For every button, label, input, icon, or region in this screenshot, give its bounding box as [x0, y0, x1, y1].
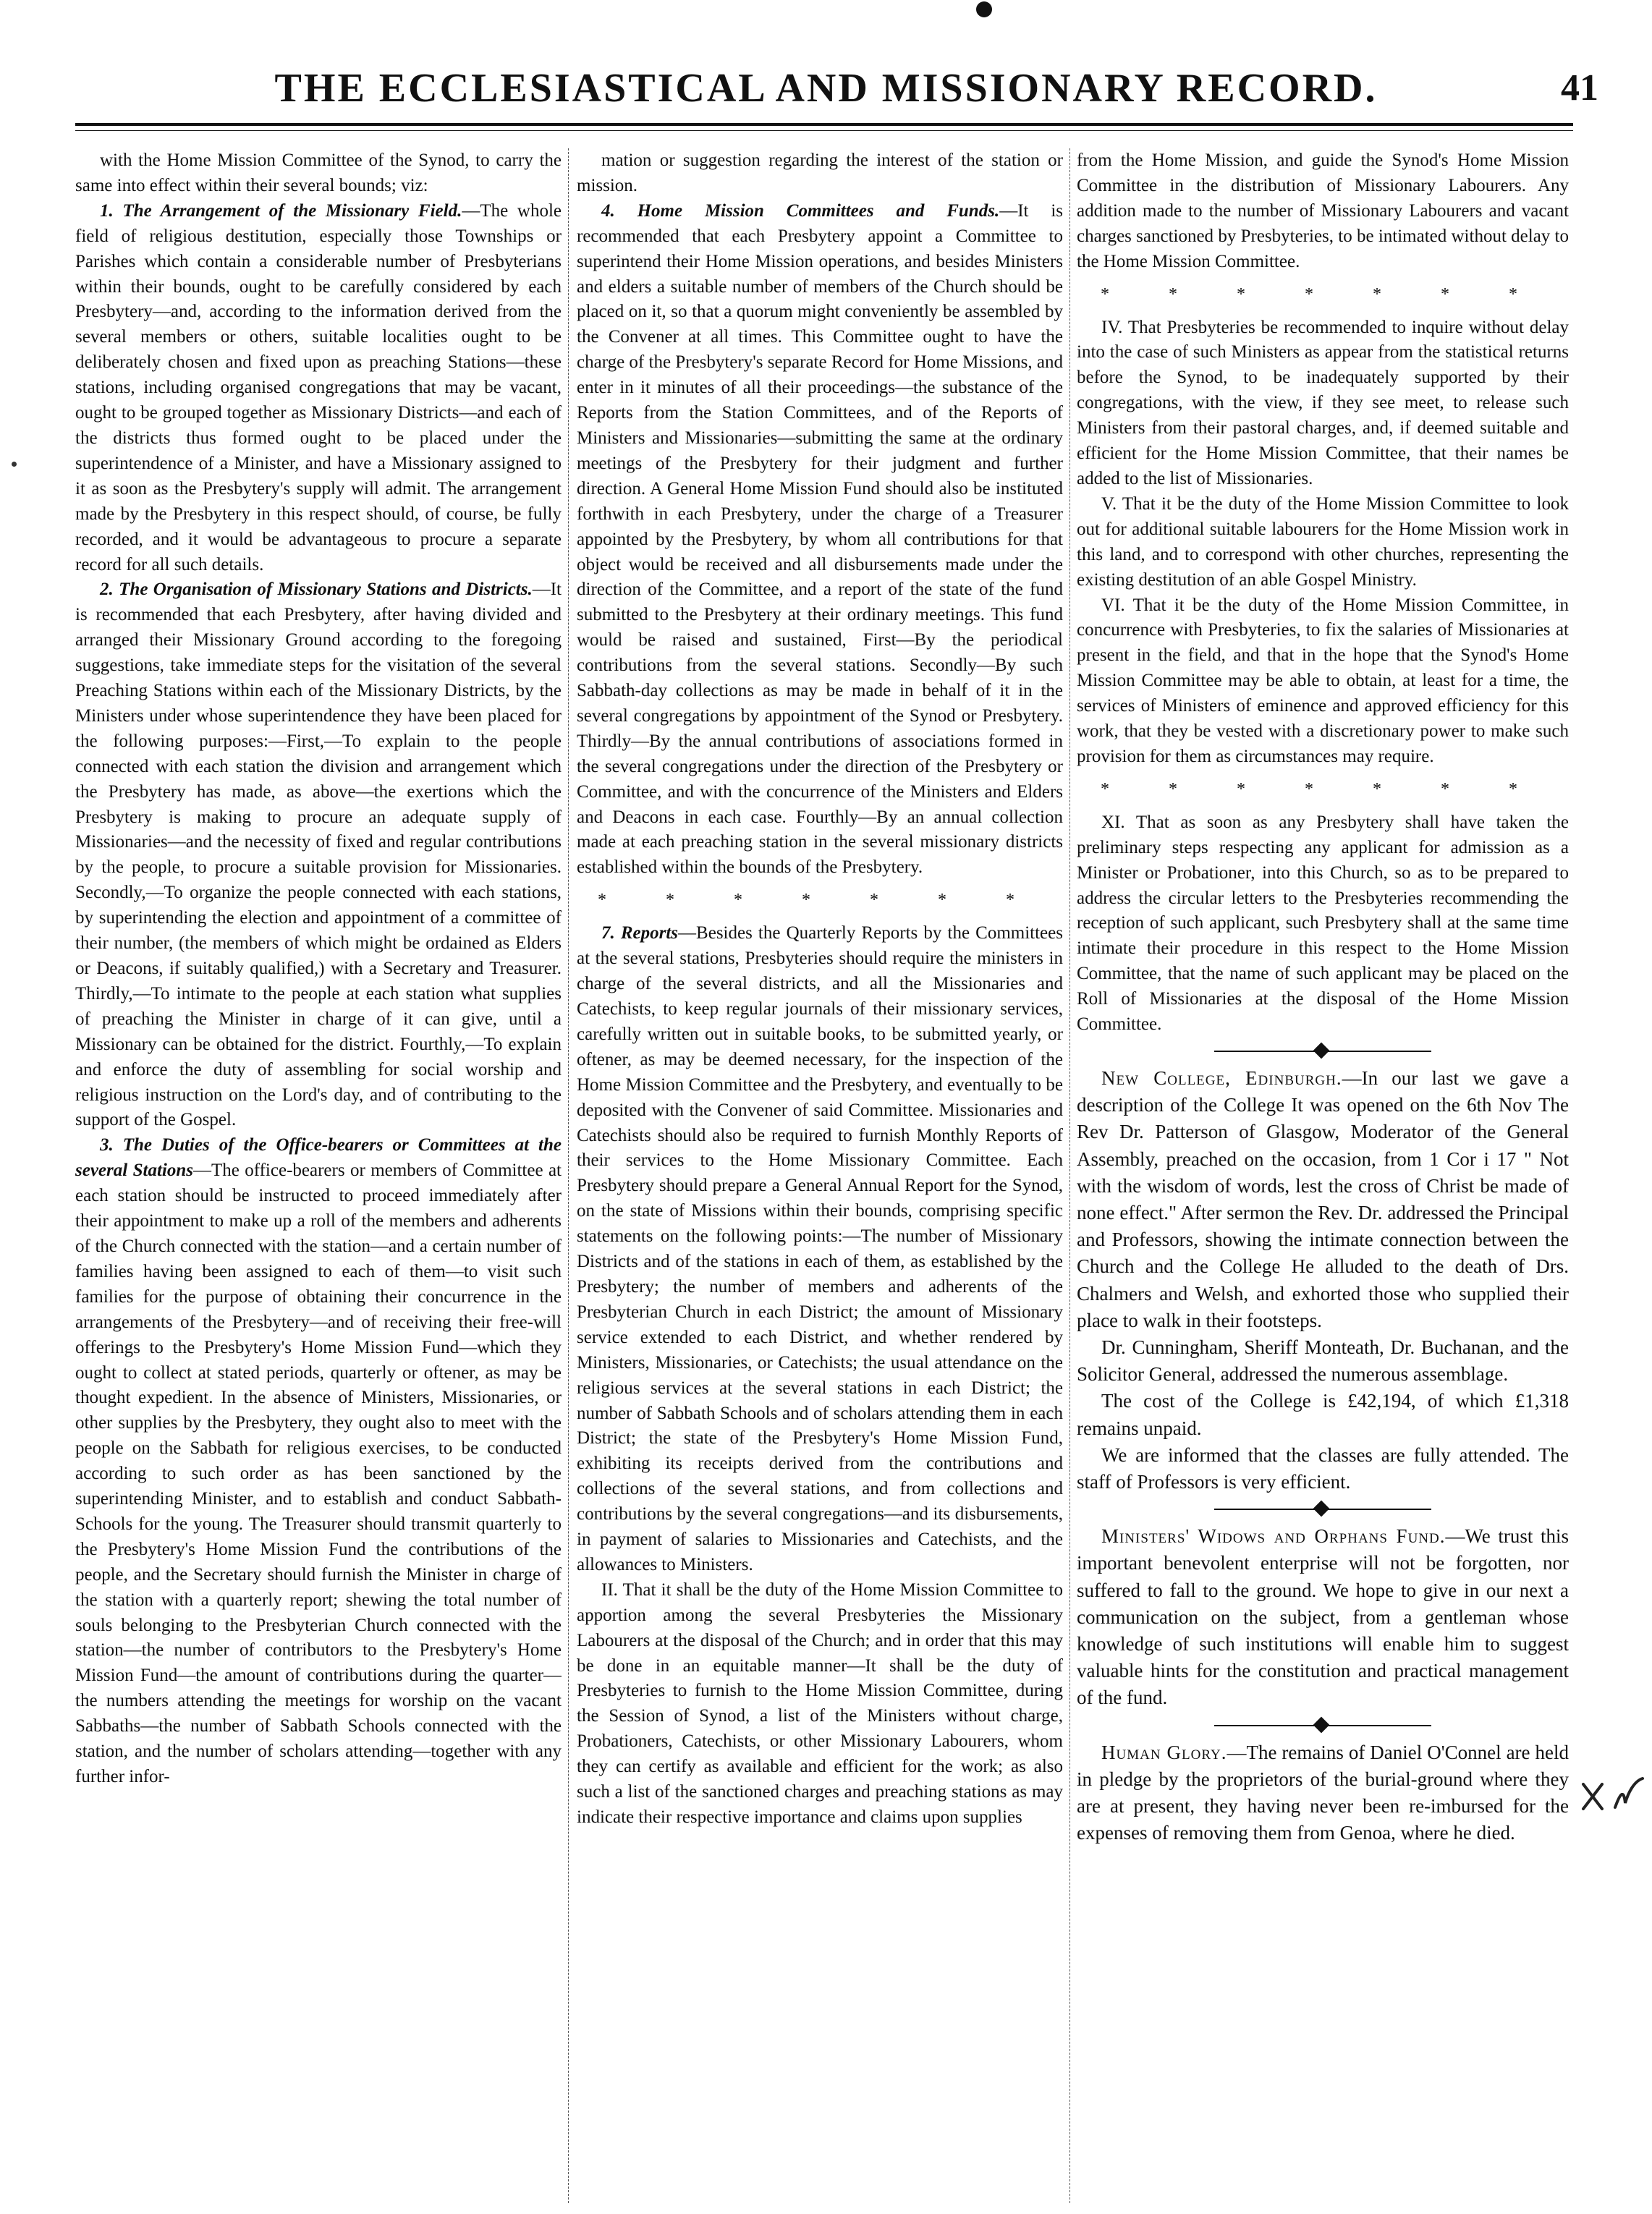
- article-paragraph: [577, 148, 1063, 199]
- article-paragraph: [1077, 810, 1569, 1038]
- paragraph-text: with the Home Mission Committee of the Synod, to carry the same into effect within their several bounds; viz:: [75, 150, 562, 195]
- paragraph-text: XI. That as soon as any Presbytery shall have taken the preliminary steps respecting any applicant for admission as a Minister or Probationer, into this Church, so as to be prepared to address the circular letters to the Presbyteries recommending the reception of such applicant, such Presbytery shall at the same time intimate their procedure in this respect to the Home Mission Committee, that the name of such applicant may be placed on the Roll of Missionaries at the disposal of the Home Mission Committee.: [1077, 812, 1569, 1035]
- paragraph-text: VI. That it be the duty of the Home Mission Committee, in concurrence with Presbyteries, to fix the salaries of Missionaries at present in the field, and that in the hope that the Synod's Home Mission Committee may be able to obtain, at least for a time, the services of Ministers of eminence and approved efficiency for this work, that they be vested with a discretionary power to make such provision for them as circumstances may require.: [1077, 595, 1569, 766]
- article-paragraph: [577, 199, 1063, 881]
- ornament-separator: [1214, 1715, 1431, 1736]
- paragraph-text: —The whole field of religious destitution, especially those Townships or Parishes which contain a considerable number of Presbyterians within their bounds, ought to be carefully considered by each Presbytery—and, according to the information derived from the several members or others, suitable localities ought to be deliberately chosen and fixed upon as preaching Stations—these stations, including organised congregations that may be vacant, ought to be grouped together as Missionary Districts—and each of the districts thus formed ought to be placed under the superintendence of a Minister, and have a Missionary assigned to it as soon as the Presbytery's supply will admit. The arrangement made by the Presbytery in this respect should, of course, be fully recorded, and it would be advantageous to procure a separate record for all such details.: [75, 200, 562, 574]
- paragraph-text: —We trust this important benevolent enterprise will not be forgotten, nor suffered to fall to the ground. We hope to give in our next a communication on the subject, from a gentleman whose knowledge of such institutions will enable him to suggest valuable hints for the constitution and practical management of the fund.: [1077, 1525, 1569, 1709]
- section-heading: 1. The Arrangement of the Missionary Field.: [100, 200, 462, 221]
- masthead: [0, 59, 1652, 117]
- article-paragraph: [1077, 1523, 1569, 1711]
- column-divider: [1069, 148, 1070, 2203]
- section-break-asterisks: * * * * * * *: [1101, 284, 1545, 304]
- article-paragraph: [1077, 1388, 1569, 1441]
- paragraph-text: from the Home Mission, and guide the Synod's Home Mission Committee in the distribution of Missionary Labourers. Any addition made to the number of Missionary Labourers and vacant charges sanctioned by Presbyteries, to be intimated without delay to the Home Mission Committee.: [1077, 150, 1569, 271]
- article-paragraph: [75, 1133, 562, 1790]
- margin-speck: [12, 462, 17, 467]
- section-heading: 2. The Organisation of Missionary Stations and Districts.: [100, 580, 533, 600]
- news-item-heading: Ministers' Widows and Orphans Fund.: [1101, 1525, 1446, 1548]
- paragraph-text: The cost of the College is £42,194, of which £1,318 remains unpaid.: [1077, 1390, 1569, 1439]
- article-paragraph: [1077, 315, 1569, 492]
- article-paragraph: [577, 921, 1063, 1578]
- news-item-heading: Human Glory.: [1101, 1741, 1227, 1763]
- column-divider: [568, 148, 569, 2203]
- news-item-heading: New College, Edinburgh.: [1101, 1067, 1342, 1089]
- paragraph-text: II. That it shall be the duty of the Home Mission Committee to apportion among the several Presbyteries the Missionary Labourers at the disposal of the Church; and in order that this may be done in an equitable manner—It shall be the duty of Presbyteries to furnish to the Home Mission Committee, during the Session of Synod, a list of the Ministers without charge, Probationers, Catechists, or other Missionary Labourers, whom they can certify as available and efficient for the work; as also such a list of the sanctioned charges and preaching stations as may indicate their respective importance and claims upon supplies: [577, 1579, 1063, 1827]
- printer-dot-mark: [976, 1, 992, 17]
- paragraph-text: Dr. Cunningham, Sheriff Monteath, Dr. Buchanan, and the Solicitor General, addressed the numerous assemblage.: [1077, 1336, 1569, 1386]
- header-rule: [75, 123, 1573, 126]
- handwritten-margin-mark: [1577, 1771, 1650, 1822]
- page-number: 41: [1561, 67, 1598, 109]
- section-heading: 4. Home Mission Committees and Funds.: [601, 200, 1000, 221]
- section-heading: 3. The Duties of the Office-bearers or Committees at the several Stations: [75, 1135, 562, 1181]
- ornament-separator: [1214, 1040, 1431, 1062]
- paragraph-text: —It is recommended that each Presbytery, after having divided and arranged their Missionary Ground according to the foregoing suggestions, take immediate steps for the visitation of the several Preaching Stations within each of the Missionary Districts, by the Ministers under whose superintendence they have been placed for the following purposes:—First,—To explain to the people connected with each station the division and arrangement which the Presbytery has made, as above—the exertions which the Presbytery is making to procure an adequate supply of Missionaries—and the necessity of fixed and regular contributions by the people, to procure a suitable provision for Missionaries. Secondly,—To organize the people connected with each stations, by superintending the election and appointment of a committee of their number, (the members of which might be ordained as Elders or Deacons, if suitably qualified,) with a Secretary and Treasurer. Thirdly,—To intimate to the people at each station what supplies of preaching the Minister in charge of it can give, until a Missionary can be obtained for the district. Fourthly,—To explain and enforce the duty of assembling for social worship and religious instruction on the Lord's day, and of contributing to the support of the Gospel.: [75, 580, 562, 1130]
- article-paragraph: [1077, 1739, 1569, 1847]
- header-rule-thin: [75, 130, 1573, 131]
- paragraph-text: —Besides the Quarterly Reports by the Committees at the several stations, Presbyteries should require the ministers in charge of the several districts, and all the Missionaries and Catechists, to keep regular journals of their missionary services, carefully written out in suitable books, to be submitted yearly, or oftener, as may be deemed necessary, for the inspection of the Home Mission Committee and the Presbytery, and eventually to be deposited with the Convener of said Committee. Missionaries and Catechists should also be required to furnish Monthly Reports of their services to the Home Missionary Committee. Each Presbytery should prepare a General Annual Report for the Synod, on the state of Missions within their bounds, comprising specific statements on the following points:—The number of Missionary Districts and of the stations in each of them, as established by the Presbytery; the number of members and adherents of the Presbyterian Church in each District; the amount of Missionary service extended to each District, and whether rendered by Ministers, Missionaries, or Catechists; the usual attendance on the religious services at the several stations in each District; the number of Sabbath Schools and of scholars attending them in each District; the state of the Presbytery's Home Mission Fund, exhibiting its receipts derived from the contributions and collections of the several stations, and from collections and contributions by the several congregations—and its disbursements, in payment of salaries to Missionaries and Catechists, and the allowances to Ministers.: [577, 923, 1063, 1574]
- paragraph-text: —In our last we gave a description of the College It was opened on the 6th Nov The Rev Dr. Patterson of Glasgow, Moderator of the General Assembly, preached on the occasion, from 1 Cor i 17 " Not with the wisdom of words, lest the cross of Christ be made of none effect." After sermon the Rev. Dr. addressed the Principal and Professors, showing the intimate connection between the Church and the College He alluded to the death of Drs. Chalmers and Welsh, and exhorted those who supplied their place to walk in their footsteps.: [1077, 1067, 1569, 1331]
- section-heading: 7. Reports: [601, 923, 679, 943]
- paragraph-text: —It is recommended that each Presbytery appoint a Committee to superintend their Home Mission operations, and besides Ministers and elders a suitable number of members of the Church should be placed on it, so that a quorum might conveniently be assembled by the Convener at all times. This Committee ought to have the charge of the Presbytery's separate Record for Home Missions, and enter in it minutes of all their proceedings—the substance of the Reports from the Station Committees, and of the Reports of Ministers and Missionaries—submitting the same at the ordinary meetings of the Presbytery for their judgment and further direction. A General Home Mission Fund should also be instituted forthwith in each Presbytery, under the charge of a Treasurer appointed by the Presbytery, by whom all contributions for that object would be received and all disbursements made under the direction of the Committee, and a report of the state of the fund submitted to the Presbytery at their ordinary meetings. This fund would be raised and sustained, First—By the periodical contributions from the several stations. Secondly—By such Sabbath-day collections as may be made in behalf of it in the several congregations by appointment of the Synod or Presbytery. Thirdly—By the annual contributions of associations formed in the several congregations under the direction of the Presbytery or Committee, and with the concurrence of the Ministers and Elders and Deacons in each case. Fourthly—By an annual collection made at each preaching station in the several missionary districts established within the bounds of the Presbytery.: [577, 200, 1063, 878]
- article-paragraph: [75, 148, 562, 199]
- paragraph-text: —The office-bearers or members of Committee at each station should be instructed to proceed immediately after their appointment to make up a roll of the members and adherents of the Church connected with the station—and a certain number of families having been assigned to each of them—to visit such families for the purpose of obtaining their concurrence in the arrangements of the Presbytery—and of receiving their free-will offerings to the Presbytery's Home Mission Fund—which they ought to collect at stated periods, quarterly or oftener, as may be thought expedient. In the absence of Ministers, Missionaries, or other supplies by the Presbytery, they ought also to meet with the people on the Sabbath for religious exercises, to be conducted according to such order as has been sanctioned by the superintending Minister, and to establish and conduct Sabbath-Schools for the young. The Treasurer should transmit quarterly to the Presbytery's Home Mission Fund the contributions of the people, and the Secretary should furnish the Minister in charge of the station with a quarterly report; shewing the total number of souls belonging to the Presbyterian Church connected with the station—the number of contributors to the Presbytery's Home Mission Fund—the amount of contributions during the quarter—the numbers attending the meetings for worship on the vacant Sabbaths—the number of Sabbath Schools connected with the station, and the number of scholars attending—together with any further infor-: [75, 1161, 562, 1786]
- article-paragraph: [75, 199, 562, 578]
- article-paragraph: [577, 1578, 1063, 1831]
- article-paragraph: [1077, 593, 1569, 770]
- column-2: [577, 148, 1063, 2207]
- article-paragraph: [1077, 148, 1569, 275]
- article-paragraph: [1077, 492, 1569, 593]
- column-1: [75, 148, 562, 2207]
- ornament-separator: [1214, 1498, 1431, 1520]
- article-paragraph: [1077, 1065, 1569, 1334]
- paragraph-text: —The remains of Daniel O'Connel are held in pledge by the proprietors of the burial-ground where they are at present, they having never been re-imbursed for the expenses of removing them from Genoa, where he died.: [1077, 1741, 1569, 1844]
- journal-title: THE ECCLESIASTICAL AND MISSIONARY RECORD.: [274, 66, 1378, 111]
- paragraph-text: mation or suggestion regarding the interest of the station or mission.: [577, 150, 1063, 195]
- paragraph-text: We are informed that the classes are fully attended. The staff of Professors is very efficient.: [1077, 1443, 1569, 1493]
- paragraph-text: V. That it be the duty of the Home Mission Committee to look out for additional suitable labourers for the Home Mission work in this land, and to correspond with other churches, representing the existing destitution of an able Gospel Ministry.: [1077, 493, 1569, 590]
- section-break-asterisks: * * * * * * *: [598, 891, 1042, 910]
- section-break-asterisks: * * * * * * *: [1101, 779, 1545, 799]
- article-paragraph: [1077, 1334, 1569, 1388]
- article-paragraph: [75, 577, 562, 1133]
- column-3: [1077, 148, 1569, 2207]
- paragraph-text: IV. That Presbyteries be recommended to inquire without delay into the case of such Ministers as appear from the statistical returns before the Synod, to be inadequately supported by their congregations, with the view, if they see meet, to release such Ministers from their pastoral charges, and, if deemed suitable and efficient for the Home Mission Committee, that their names be added to the list of Missionaries.: [1077, 317, 1569, 488]
- article-paragraph: [1077, 1442, 1569, 1496]
